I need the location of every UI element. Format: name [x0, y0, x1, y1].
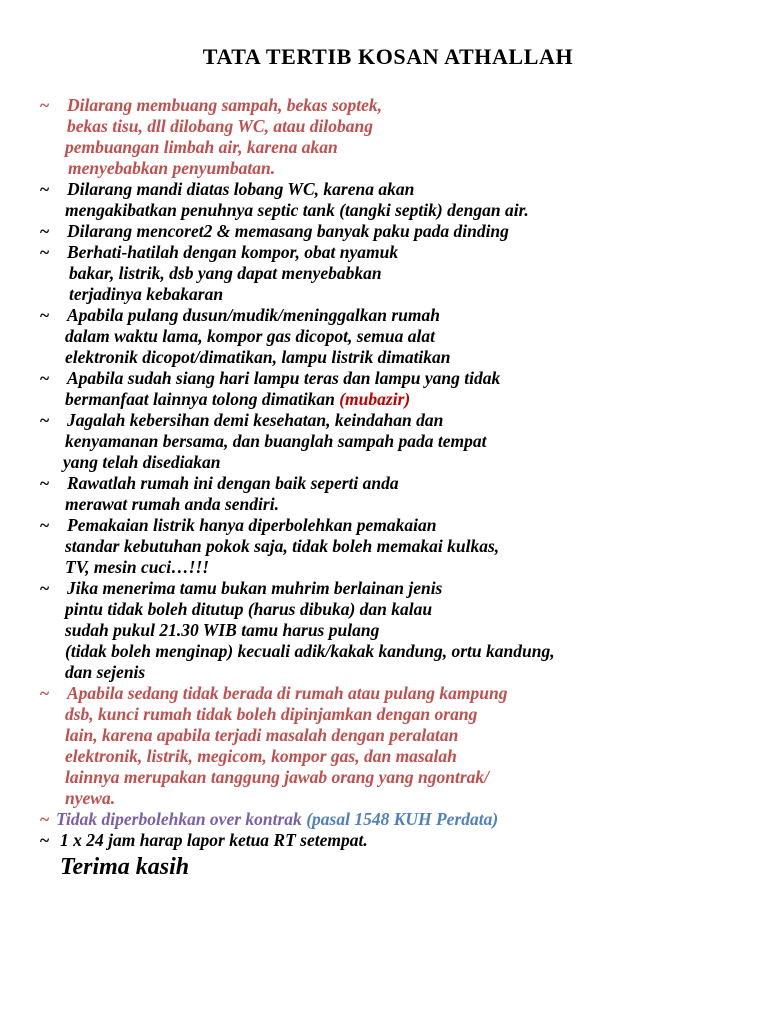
rule-text: bermanfaat lainnya tolong dimatikan [65, 389, 335, 409]
rule-text: Apabila pulang dusun/mudik/meninggalkan rumah [67, 305, 440, 325]
rule-6-line-2 [40, 389, 760, 410]
rule-9-line-1 [40, 515, 760, 536]
rule-11-line-4 [40, 746, 760, 767]
bullet-tilde: ~ [40, 809, 50, 829]
rule-text: nyewa. [65, 788, 116, 808]
rule-text: merawat rumah anda sendiri. [65, 494, 279, 514]
rule-9-line-2 [40, 536, 760, 557]
rule-text: mengakibatkan penuhnya septic tank (tangki septik) dengan air. [65, 200, 529, 220]
mubazir-highlight: (mubazir) [339, 389, 411, 409]
rule-12-line-1 [40, 809, 760, 830]
rule-1-line-3 [40, 137, 760, 158]
bullet-tilde: ~ [40, 95, 50, 115]
rule-4-line-3 [40, 284, 760, 305]
rule-7-line-3 [40, 452, 760, 473]
closing-text: Terima kasih [60, 854, 190, 880]
bullet-tilde: ~ [40, 179, 50, 199]
rule-text: Rawatlah rumah ini dengan baik seperti anda [67, 473, 399, 493]
rule-11-line-5 [40, 767, 760, 788]
rule-8-line-1 [40, 473, 760, 494]
rule-text: pembuangan limbah air, karena akan [65, 137, 338, 157]
rule-text: dsb, kunci rumah tidak boleh dipinjamkan dengan orang [65, 704, 478, 724]
rule-13-line-1 [40, 830, 760, 851]
rule-text-with-highlight [65, 389, 410, 410]
rule-3-line-1 [40, 221, 760, 242]
bullet-tilde: ~ [40, 473, 50, 493]
rule-4-line-1 [40, 242, 760, 263]
rule-11-line-6 [40, 788, 760, 809]
rule-text: Apabila sedang tidak berada di rumah atau pulang kampung [67, 683, 508, 703]
rule-1-line-1 [40, 95, 760, 116]
pasal-highlight: (pasal 1548 KUH Perdata) [306, 809, 499, 829]
rule-1-line-2 [40, 116, 760, 137]
bullet-tilde: ~ [40, 242, 50, 262]
rule-text: (tidak boleh menginap) kecuali adik/kakak kandung, ortu kandung, [65, 641, 555, 661]
rule-text: sudah pukul 21.30 WIB tamu harus pulang [65, 620, 380, 640]
bullet-tilde: ~ [40, 221, 50, 241]
rule-11-line-2 [40, 704, 760, 725]
rule-text: bakar, listrik, dsb yang dapat menyebabkan [69, 263, 382, 283]
rule-text: 1 x 24 jam harap lapor ketua RT setempat. [60, 830, 368, 850]
rule-2-line-1 [40, 179, 760, 200]
rule-text: elektronik dicopot/dimatikan, lampu listrik dimatikan [65, 347, 451, 367]
rule-text: lainnya merupakan tanggung jawab orang yang ngontrak/ [65, 767, 489, 787]
document-title: TATA TERTIB KOSAN ATHALLAH [202, 44, 574, 69]
rule-5-line-3 [40, 347, 760, 368]
rule-4-line-2 [40, 263, 760, 284]
rule-text: terjadinya kebakaran [69, 284, 224, 304]
rule-8-line-2 [40, 494, 760, 515]
rule-text: Apabila sudah siang hari lampu teras dan lampu yang tidak [67, 368, 501, 388]
rule-text-with-highlight [56, 809, 498, 830]
rule-11-line-3 [40, 725, 760, 746]
rule-10-line-2 [40, 599, 760, 620]
rule-text: elektronik, listrik, megicom, kompor gas, dan masalah [65, 746, 457, 766]
rule-text: TV, mesin cuci…!!! [65, 557, 210, 577]
rule-7-line-2 [40, 431, 760, 452]
rule-10-line-5 [40, 662, 760, 683]
rule-5-line-1 [40, 305, 760, 326]
rule-text: Dilarang mencoret2 & memasang banyak paku pada dinding [67, 221, 509, 241]
rule-6-line-1 [40, 368, 760, 389]
rule-1-line-4 [40, 158, 760, 179]
rule-10-line-3 [40, 620, 760, 641]
rule-text: yang telah disediakan [63, 452, 221, 472]
rule-text: dalam waktu lama, kompor gas dicopot, semua alat [65, 326, 435, 346]
rule-7-line-1 [40, 410, 760, 431]
bullet-tilde: ~ [40, 368, 50, 388]
rule-text: lain, karena apabila terjadi masalah dengan peralatan [65, 725, 459, 745]
rule-text: Jika menerima tamu bukan muhrim berlainan jenis [67, 578, 443, 598]
rule-text: standar kebutuhan pokok saja, tidak boleh memakai kulkas, [65, 536, 500, 556]
rule-text: Dilarang mandi diatas lobang WC, karena akan [67, 179, 415, 199]
rule-9-line-3 [40, 557, 760, 578]
bullet-tilde: ~ [40, 410, 50, 430]
bullet-tilde: ~ [40, 305, 50, 325]
rule-text: bekas tisu, dll dilobang WC, atau dilobang [67, 116, 373, 136]
rule-2-line-2 [40, 200, 760, 221]
rule-text: Dilarang membuang sampah, bekas soptek, [67, 95, 383, 115]
rule-text: Tidak diperbolehkan over kontrak [56, 809, 302, 829]
rules-list [40, 95, 760, 851]
rule-text: menyebabkan penyumbatan. [68, 158, 276, 178]
bullet-tilde: ~ [40, 683, 50, 703]
rule-text: pintu tidak boleh ditutup (harus dibuka) dan kalau [65, 599, 433, 619]
rule-text: Jagalah kebersihan demi kesehatan, keindahan dan [67, 410, 444, 430]
bullet-tilde: ~ [40, 830, 50, 850]
bullet-tilde: ~ [40, 515, 50, 535]
rule-10-line-1 [40, 578, 760, 599]
rule-text: Pemakaian listrik hanya diperbolehkan pemakaian [67, 515, 437, 535]
rule-11-line-1 [40, 683, 760, 704]
rule-10-line-4 [40, 641, 760, 662]
rule-text: kenyamanan bersama, dan buanglah sampah pada tempat [65, 431, 487, 451]
bullet-tilde: ~ [40, 578, 50, 598]
rule-text: Berhati-hatilah dengan kompor, obat nyamuk [67, 242, 399, 262]
rule-5-line-2 [40, 326, 760, 347]
rule-text: dan sejenis [65, 662, 146, 682]
